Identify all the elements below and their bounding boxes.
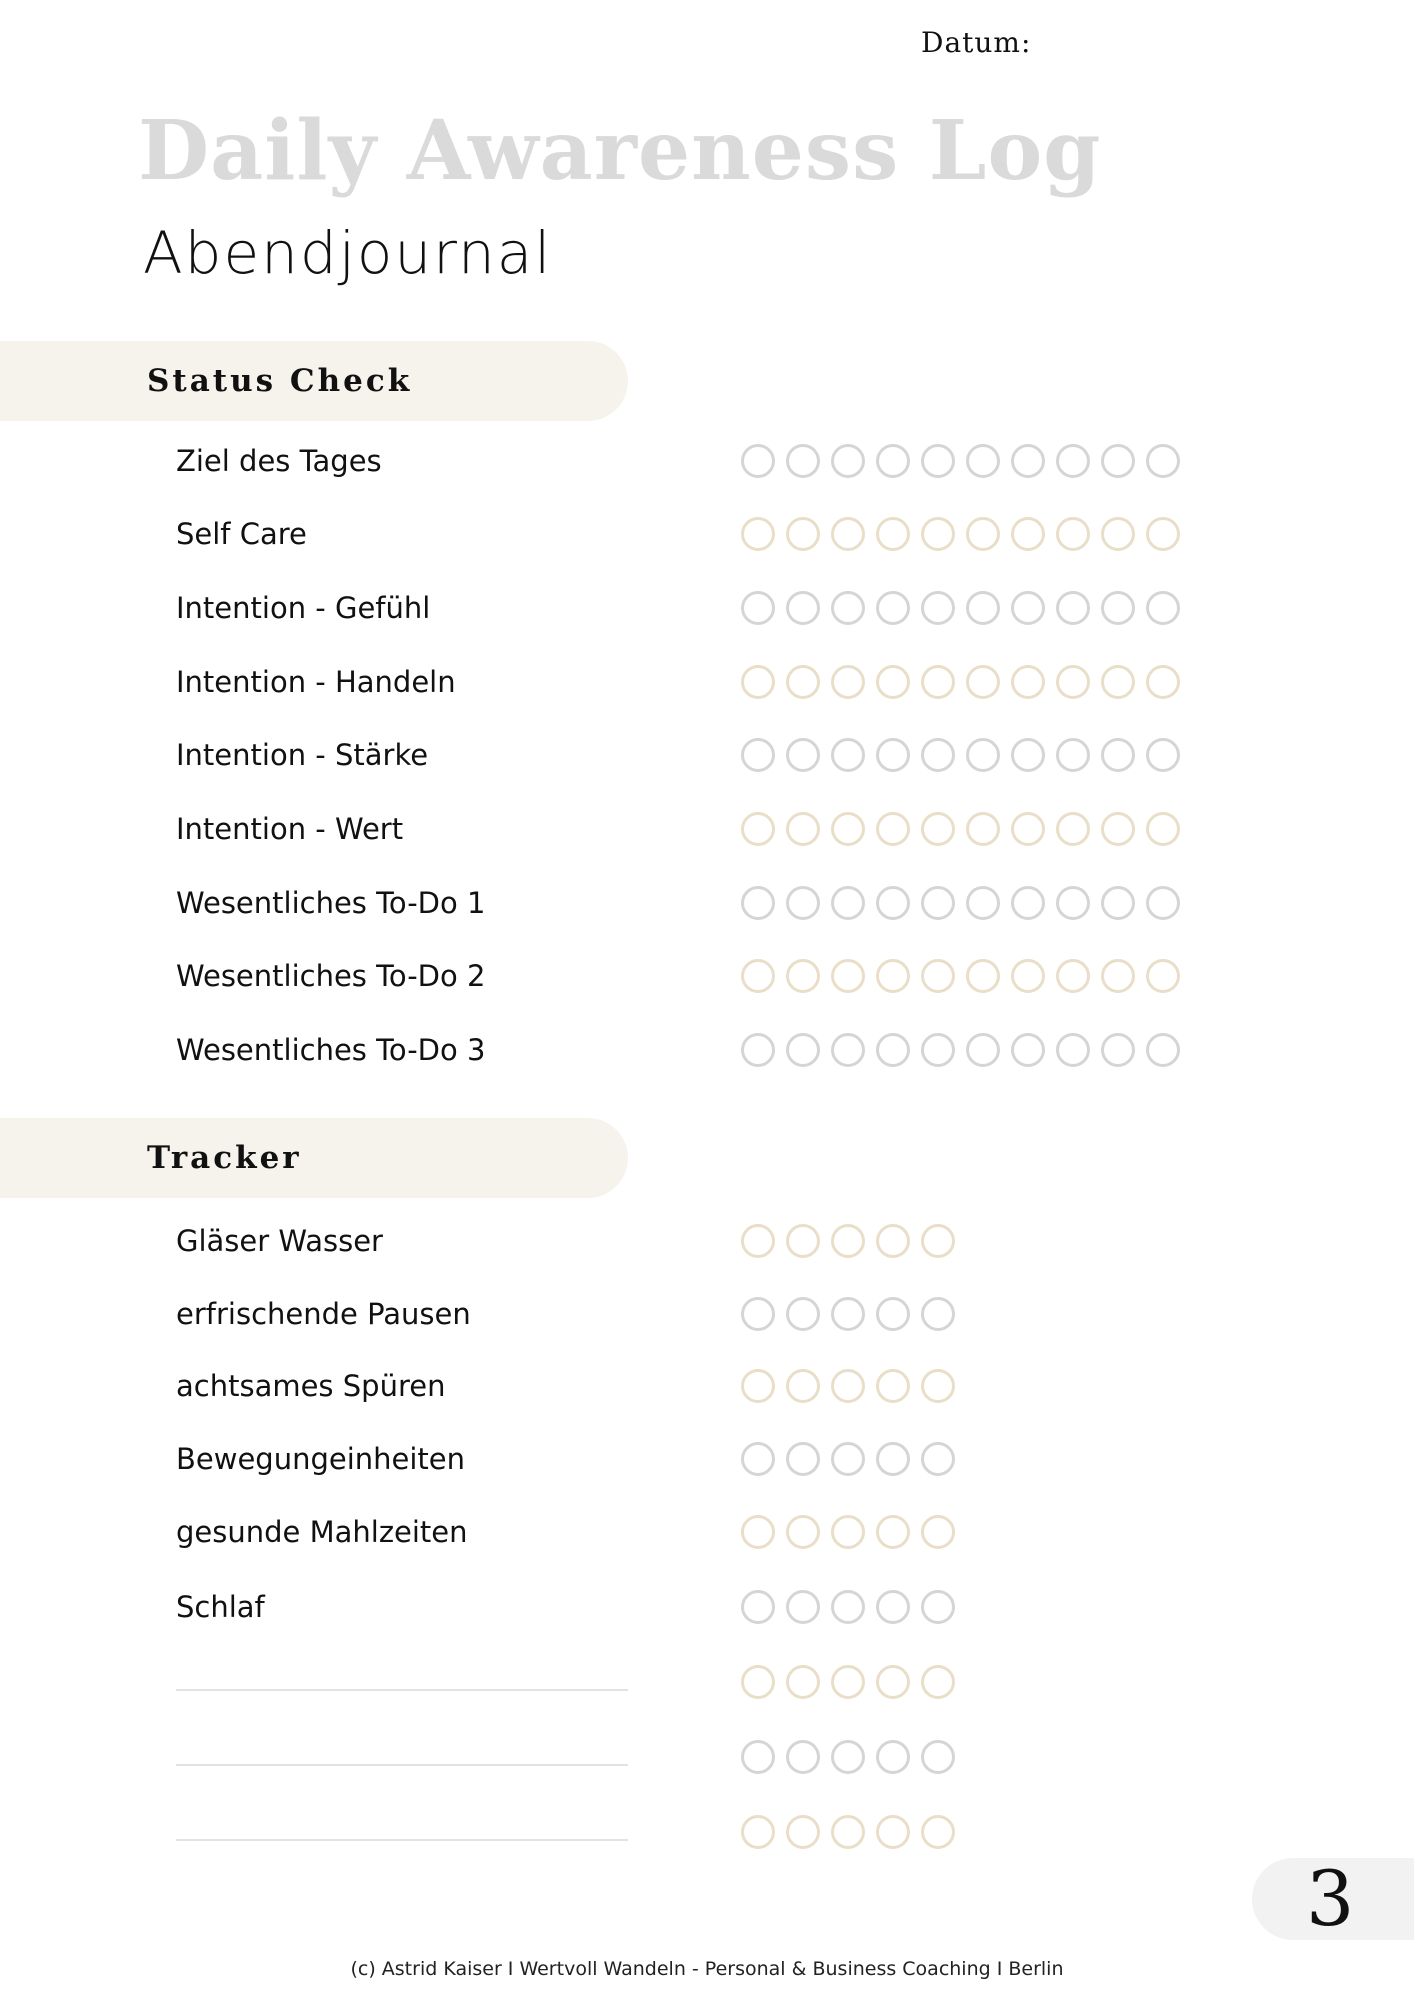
rating-circle[interactable]: [966, 738, 1000, 772]
status-check-row-label: Ziel des Tages: [176, 444, 382, 478]
rating-circle[interactable]: [1146, 812, 1180, 846]
rating-circle[interactable]: [876, 1297, 910, 1331]
rating-circle[interactable]: [741, 1442, 775, 1476]
tracker-header: [0, 1118, 628, 1198]
rating-circle[interactable]: [831, 665, 865, 699]
tracker-write-line[interactable]: [176, 1764, 628, 1766]
rating-circle[interactable]: [786, 517, 820, 551]
rating-circle[interactable]: [786, 444, 820, 478]
rating-circle[interactable]: [1101, 738, 1135, 772]
rating-circle[interactable]: [741, 665, 775, 699]
rating-circle[interactable]: [876, 517, 910, 551]
rating-circle[interactable]: [741, 959, 775, 993]
rating-circle[interactable]: [741, 591, 775, 625]
footer-copyright: (c) Astrid Kaiser I Wertvoll Wandeln - Personal & Business Coaching I Berlin: [350, 1958, 1064, 1980]
rating-circle[interactable]: [831, 1033, 865, 1067]
rating-circle[interactable]: [1011, 959, 1045, 993]
rating-circle[interactable]: [741, 517, 775, 551]
rating-circle[interactable]: [1146, 517, 1180, 551]
status-check-heading: Status Check: [147, 363, 413, 399]
rating-circles: [741, 1515, 966, 1549]
rating-circle[interactable]: [831, 959, 865, 993]
rating-circle[interactable]: [741, 1665, 775, 1699]
tracker-row: [0, 1366, 1414, 1406]
rating-circles: [741, 1740, 966, 1774]
rating-circle[interactable]: [966, 959, 1000, 993]
rating-circles: [741, 1815, 966, 1849]
rating-circle[interactable]: [741, 1515, 775, 1549]
rating-circle[interactable]: [786, 738, 820, 772]
rating-circle[interactable]: [1056, 591, 1090, 625]
rating-circle[interactable]: [966, 517, 1000, 551]
rating-circle[interactable]: [876, 959, 910, 993]
rating-circle[interactable]: [921, 1369, 955, 1403]
page-subtitle: Abendjournal: [143, 219, 553, 287]
status-check-row: [0, 883, 1414, 923]
rating-circles: [741, 738, 1191, 772]
rating-circles: [741, 886, 1191, 920]
rating-circle[interactable]: [876, 812, 910, 846]
rating-circle[interactable]: [921, 1033, 955, 1067]
rating-circle[interactable]: [741, 812, 775, 846]
tracker-row: [0, 1662, 1414, 1702]
rating-circle[interactable]: [1056, 886, 1090, 920]
rating-circle[interactable]: [741, 1740, 775, 1774]
rating-circle[interactable]: [831, 1815, 865, 1849]
rating-circle[interactable]: [741, 738, 775, 772]
rating-circle[interactable]: [966, 812, 1000, 846]
rating-circle[interactable]: [1056, 444, 1090, 478]
rating-circle[interactable]: [921, 1740, 955, 1774]
rating-circle[interactable]: [1056, 812, 1090, 846]
rating-circle[interactable]: [831, 1369, 865, 1403]
rating-circle[interactable]: [1056, 665, 1090, 699]
rating-circle[interactable]: [966, 444, 1000, 478]
rating-circle[interactable]: [831, 1665, 865, 1699]
rating-circle[interactable]: [741, 1369, 775, 1403]
rating-circle[interactable]: [1146, 665, 1180, 699]
tracker-row: [0, 1221, 1414, 1261]
rating-circle[interactable]: [876, 1224, 910, 1258]
status-check-row-label: Intention - Stärke: [176, 738, 429, 772]
tracker-row: [0, 1294, 1414, 1334]
rating-circle[interactable]: [1146, 591, 1180, 625]
rating-circles: [741, 591, 1191, 625]
rating-circle[interactable]: [786, 591, 820, 625]
rating-circles: [741, 1590, 966, 1624]
rating-circle[interactable]: [1056, 738, 1090, 772]
rating-circles: [741, 444, 1191, 478]
tracker-row-label: Schlaf: [176, 1590, 265, 1624]
rating-circle[interactable]: [831, 444, 865, 478]
rating-circle[interactable]: [1011, 738, 1045, 772]
rating-circle[interactable]: [786, 1740, 820, 1774]
status-check-header: [0, 341, 628, 421]
rating-circle[interactable]: [1101, 517, 1135, 551]
rating-circle[interactable]: [876, 591, 910, 625]
rating-circle[interactable]: [831, 1515, 865, 1549]
rating-circle[interactable]: [1101, 959, 1135, 993]
tracker-row: [0, 1439, 1414, 1479]
tracker-row: [0, 1512, 1414, 1552]
rating-circle[interactable]: [741, 1224, 775, 1258]
rating-circle[interactable]: [741, 1297, 775, 1331]
rating-circle[interactable]: [786, 1442, 820, 1476]
rating-circle[interactable]: [831, 812, 865, 846]
rating-circle[interactable]: [741, 1590, 775, 1624]
rating-circle[interactable]: [786, 812, 820, 846]
rating-circle[interactable]: [1146, 886, 1180, 920]
rating-circles: [741, 812, 1191, 846]
rating-circle[interactable]: [921, 812, 955, 846]
tracker-row-label: Gläser Wasser: [176, 1224, 383, 1258]
rating-circle[interactable]: [831, 886, 865, 920]
rating-circle[interactable]: [921, 1224, 955, 1258]
status-check-row: [0, 441, 1414, 481]
rating-circle[interactable]: [786, 665, 820, 699]
rating-circle[interactable]: [1101, 665, 1135, 699]
status-check-row-label: Intention - Handeln: [176, 665, 456, 699]
rating-circle[interactable]: [921, 1590, 955, 1624]
status-check-row: [0, 514, 1414, 554]
rating-circle[interactable]: [921, 1815, 955, 1849]
rating-circle[interactable]: [1011, 517, 1045, 551]
rating-circle[interactable]: [786, 959, 820, 993]
rating-circle[interactable]: [876, 1033, 910, 1067]
rating-circle[interactable]: [921, 1665, 955, 1699]
rating-circle[interactable]: [1011, 591, 1045, 625]
page-title: Daily Awareness Log: [138, 103, 1102, 199]
rating-circle[interactable]: [876, 1815, 910, 1849]
status-check-row-label: Wesentliches To-Do 2: [176, 959, 486, 993]
tracker-row-label: erfrischende Pausen: [176, 1297, 471, 1331]
rating-circle[interactable]: [1011, 886, 1045, 920]
rating-circle[interactable]: [786, 1033, 820, 1067]
tracker-row-label: Bewegungeinheiten: [176, 1442, 466, 1476]
rating-circle[interactable]: [741, 886, 775, 920]
rating-circle[interactable]: [966, 1033, 1000, 1067]
rating-circle[interactable]: [831, 1740, 865, 1774]
rating-circle[interactable]: [876, 444, 910, 478]
rating-circle[interactable]: [966, 591, 1000, 625]
rating-circle[interactable]: [876, 886, 910, 920]
rating-circle[interactable]: [786, 886, 820, 920]
rating-circle[interactable]: [876, 1515, 910, 1549]
rating-circle[interactable]: [741, 444, 775, 478]
rating-circle[interactable]: [921, 1442, 955, 1476]
rating-circle[interactable]: [786, 1515, 820, 1549]
rating-circle[interactable]: [876, 1590, 910, 1624]
rating-circle[interactable]: [1146, 444, 1180, 478]
tracker-row-label: achtsames Spüren: [176, 1369, 446, 1403]
rating-circle[interactable]: [966, 665, 1000, 699]
status-check-row-label: Intention - Gefühl: [176, 591, 431, 625]
status-check-row-label: Intention - Wert: [176, 812, 404, 846]
rating-circle[interactable]: [921, 665, 955, 699]
rating-circle[interactable]: [1056, 517, 1090, 551]
tracker-row: [0, 1587, 1414, 1627]
rating-circle[interactable]: [921, 959, 955, 993]
rating-circles: [741, 959, 1191, 993]
rating-circle[interactable]: [876, 1369, 910, 1403]
status-check-row: [0, 1030, 1414, 1070]
rating-circle[interactable]: [921, 738, 955, 772]
rating-circle[interactable]: [831, 591, 865, 625]
rating-circle[interactable]: [1101, 1033, 1135, 1067]
rating-circle[interactable]: [786, 1224, 820, 1258]
rating-circles: [741, 1033, 1191, 1067]
rating-circle[interactable]: [1011, 665, 1045, 699]
rating-circle[interactable]: [1011, 812, 1045, 846]
rating-circle[interactable]: [741, 1033, 775, 1067]
rating-circle[interactable]: [831, 1442, 865, 1476]
rating-circle[interactable]: [831, 517, 865, 551]
tracker-row-label: gesunde Mahlzeiten: [176, 1515, 468, 1549]
tracker-write-line[interactable]: [176, 1839, 628, 1841]
rating-circle[interactable]: [1101, 444, 1135, 478]
rating-circle[interactable]: [921, 444, 955, 478]
rating-circle[interactable]: [1101, 812, 1135, 846]
status-check-row: [0, 809, 1414, 849]
rating-circle[interactable]: [876, 1665, 910, 1699]
tracker-heading: Tracker: [147, 1140, 302, 1176]
rating-circle[interactable]: [831, 1297, 865, 1331]
rating-circle[interactable]: [786, 1369, 820, 1403]
rating-circle[interactable]: [921, 591, 955, 625]
rating-circle[interactable]: [921, 1297, 955, 1331]
tracker-row: [0, 1737, 1414, 1777]
rating-circle[interactable]: [876, 1740, 910, 1774]
rating-circle[interactable]: [786, 1815, 820, 1849]
rating-circle[interactable]: [921, 1515, 955, 1549]
rating-circle[interactable]: [876, 738, 910, 772]
rating-circle[interactable]: [786, 1665, 820, 1699]
rating-circles: [741, 1297, 966, 1331]
rating-circle[interactable]: [1056, 959, 1090, 993]
rating-circle[interactable]: [1101, 886, 1135, 920]
rating-circle[interactable]: [831, 1224, 865, 1258]
rating-circle[interactable]: [1056, 1033, 1090, 1067]
rating-circle[interactable]: [1146, 738, 1180, 772]
rating-circle[interactable]: [1146, 1033, 1180, 1067]
rating-circle[interactable]: [741, 1815, 775, 1849]
rating-circle[interactable]: [1146, 959, 1180, 993]
rating-circles: [741, 665, 1191, 699]
rating-circle[interactable]: [1101, 591, 1135, 625]
rating-circle[interactable]: [921, 517, 955, 551]
tracker-write-line[interactable]: [176, 1689, 628, 1691]
rating-circle[interactable]: [876, 665, 910, 699]
rating-circles: [741, 1665, 966, 1699]
status-check-row-label: Self Care: [176, 517, 307, 551]
status-check-row: [0, 588, 1414, 628]
status-check-row-label: Wesentliches To-Do 1: [176, 886, 486, 920]
rating-circles: [741, 517, 1191, 551]
status-check-row: [0, 956, 1414, 996]
rating-circles: [741, 1224, 966, 1258]
rating-circles: [741, 1369, 966, 1403]
rating-circles: [741, 1442, 966, 1476]
page-number: 3: [1306, 1854, 1355, 1943]
rating-circle[interactable]: [786, 1590, 820, 1624]
rating-circle[interactable]: [1011, 444, 1045, 478]
rating-circle[interactable]: [921, 886, 955, 920]
status-check-row: [0, 735, 1414, 775]
rating-circle[interactable]: [876, 1442, 910, 1476]
date-label: Datum:: [921, 26, 1032, 59]
status-check-row: [0, 662, 1414, 702]
rating-circle[interactable]: [831, 738, 865, 772]
rating-circle[interactable]: [1011, 1033, 1045, 1067]
tracker-row: [0, 1812, 1414, 1852]
rating-circle[interactable]: [786, 1297, 820, 1331]
status-check-row-label: Wesentliches To-Do 3: [176, 1033, 486, 1067]
rating-circle[interactable]: [831, 1590, 865, 1624]
rating-circle[interactable]: [966, 886, 1000, 920]
